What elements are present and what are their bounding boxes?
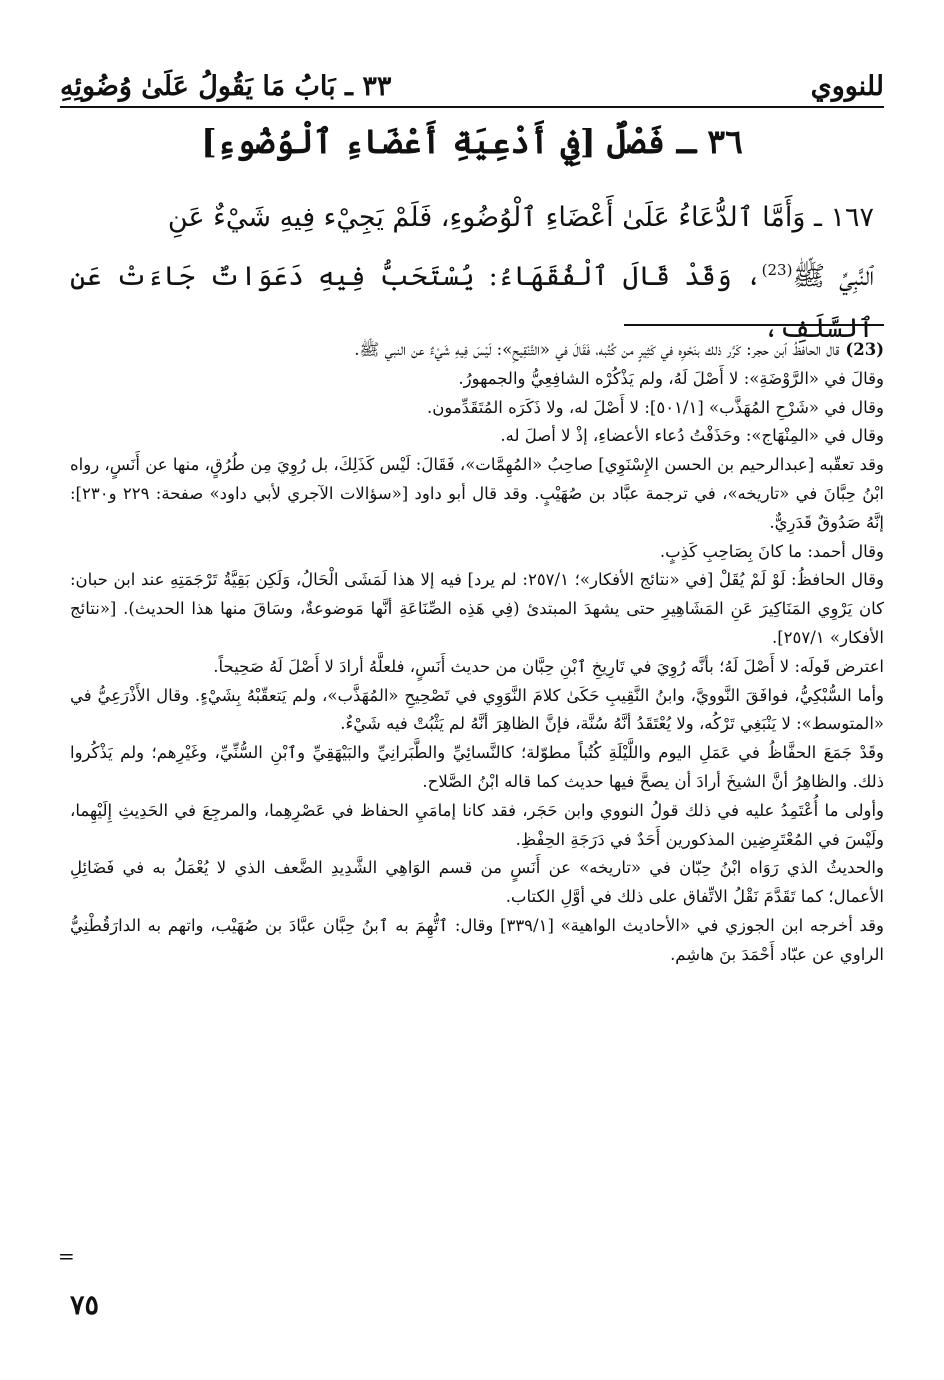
footnote-paragraph: اعترض قَولَه: لا أَصْلَ لَهُ؛ بأنَّه رُوِيَ في تَارِيخِ ٱبْنِ حِبَّان من حديث أَنَسٍ، فلعلَّهُ أرادَ لا أَصْلَ لَهُ صَحِيحاً. bbox=[213, 656, 884, 676]
running-header bbox=[60, 50, 884, 108]
footnote-paragraph: وأما السُّبْكِيُّ، فوافَقَ النَّوويَّ، وابنُ النَّقِيبِ حَكَىٰ كلامَ النَّوَوِي في تَصْحِيحِ «المُهَذَّب»، ولم يَتعقّبْهُ بِشَيْءٍ. وقال الأَذْرَعِيُّ في «المتوسط»: لا يَنْبَغِي تَرْكُه، ولا يُعْتَقَدُ أنَّهُ سُنَّة، فإنَّ الظاهِرَ أنَّهُ لم يَثْبُتْ فيه شَيْءٌ. bbox=[70, 685, 884, 734]
footnote-reference[interactable]: (23) bbox=[761, 261, 793, 279]
footnote-separator bbox=[624, 324, 884, 326]
footnote-paragraph: وقَدْ جَمَعَ الحفَّاظُ في عَمَلِ اليوم واللَّيْلَةِ كُتُباً مطوّلة؛ كالنَّسائِيِّ والطَّبَرانِيِّ والبَيْهَقِيِّ وٱبْنِ السُّنِّيِّ، وغَيْرِهم؛ ولم يَذْكُروا ذلك. والظاهِرُ أنَّ الشيخَ أرادَ أن يصحَّ فيها حديث كما قاله ابْنُ الصَّلاح. bbox=[70, 743, 884, 791]
footnote-paragraph: وقالَ في «الرَّوْضَةِ»: لا أَصْلَ لَهُ، ولم يَذْكُرْه الشافِعِيُّ والجمهورُ. bbox=[458, 368, 884, 388]
header-chapter-title: ٣٣ ـ بَابُ مَا يَقُولُ عَلَىٰ وُضُوئِهِ bbox=[60, 71, 392, 102]
footnote-paragraph: والحديثُ الذي رَوَاه ابْنُ حِبّان في «تاريخه» عن أَنَسٍ من قسم الوَاهِي الشَّدِيدِ الضَّعف الذي لا يُعْمَلُ به في فَضَائِلِ الأعمال؛ كما تَقَدَّمَ نَقْلُ الاتِّفاق على ذلك في أوَّلِ الكتاب. bbox=[70, 858, 884, 907]
main-line-2-start: ٱلنَّبِيِّ ﷺ bbox=[792, 261, 874, 292]
footnote-block bbox=[70, 336, 884, 970]
footnote-paragraph: وقد أخرجه ابن الجوزي في «الأحاديث الواهية» [٣٣٩/١] وقال: ٱتُّهِمَ به ٱبنُ حِبَّان عبَّادَ بن صُهَيْب، واتهم به الدارَقُطْنِيُّ الراوي عن عبّاد أَحْمَدَ بنَ هاشِم. bbox=[70, 915, 884, 964]
footnote-number: (23) bbox=[845, 340, 884, 359]
continuation-mark: = bbox=[58, 1244, 75, 1268]
header-book-title: للنووي bbox=[810, 71, 884, 102]
footnote-paragraph: وقال أحمد: ما كانَ بِصَاحِبِ كَذِبٍ. bbox=[659, 541, 884, 561]
footnote-paragraph: وقال الحافظُ: لَوْ لَمْ يُقَلْ [في «نتائج الأفكار»؛ ٢٥٧/١: لم يرد] فيه إلا هذا لَمَشَى الْحَالُ، وَلَكِن بَقِيَّةُ تَرْجَمَتِهِ عند ابن حبان: كان يَرْوِي المَنَاكِيرَ عَنِ المَشَاهِيرِ حتى يشهدَ المبتدئ (فِي هَذِه الصِّنَاعَةِ أنَّها مَوضوعةٌ، وسَاقَ منها هذا الحديث). [«نتائج الأفكار» ٢٥٧/١]. bbox=[70, 570, 884, 647]
footnote-paragraph: وأولى ما أُعْتَمِدُ عليه في ذلك قولُ النووي وابن حَجَر، فقد كانا إمامَيِ الحفاظ في عَصْرِهِما، والمرجِعَ في الحَدِيثِ إِلَيْهِما، ولَيْسَ في المُعْتَرِضِين المذكورين أَحَدٌ في دَرَجَةِ الحِفْظِ. bbox=[70, 800, 884, 849]
page-number: ٧٥ bbox=[70, 1290, 100, 1321]
footnote-paragraph: وقال في «شَرْحِ المُهَذَّب» [٥٠١/١]: لا أَصْلَ له، ولا ذَكَرَه المُتَقَدِّمون. bbox=[426, 397, 884, 417]
main-text bbox=[70, 192, 874, 355]
main-line-2-end: ، وَقَدْ قَالَ ٱلْفُقَهَاءُ: يُسْتَحَبُّ فِيهِ دَعَوَاتٌ جَاءَتْ عَنِ ٱلسَّلَفِ، bbox=[70, 261, 874, 344]
main-line-1: ١٦٧ ـ وَأَمَّا ٱلدُّعَاءُ عَلَىٰ أَعْضَاءِ ٱلْوُضُوءِ، فَلَمْ يَجِيْء فِيهِ شَيْءٌ عَنِ bbox=[167, 202, 874, 233]
footnote-paragraph: وقد تعقّبه [عبدالرحيم بن الحسن الإِسْنَوِي] صاحِبُ «المُهِمَّات»، فَقَالَ: لَيْس كَذَلِكَ، بل رُوِيَ مِن طُرُقٍ، منها عن أَنَسٍ، رواه ابْنُ حِبَّانَ في «تاريخه»، في ترجمة عبَّاد بن صُهَيْبٍ. وقد قال أبو داود [«سؤالات الآجري لأبي داود» صفحة: ٢٢٩ و٢٣٠]: إنَّهُ صَدُوقٌ قَدَرِيٌّ. bbox=[70, 455, 884, 532]
footnote-paragraph: وقال في «المِنْهَاج»: وحَذَفْتُ دُعاء الأعضاءِ، إذْ لا أصلَ له. bbox=[500, 426, 884, 446]
footnote-paragraph: (23)قال الحافظُ ٱبن حجر: كَرَّر ذلك بنَحْوِه في كَثِيرٍ من كُتُبه، فَقَالَ في «التَّنْقِيحِ»: لَيْسَ فِيهِ شَيْءٌ عن النبي ﷺ. bbox=[354, 340, 884, 359]
section-title: ٣٦ ـ فَصْلٌ [فِي أَدْعِيَةِ أَعْضَاءِ ٱلْوُضُوءِ] bbox=[201, 122, 743, 161]
